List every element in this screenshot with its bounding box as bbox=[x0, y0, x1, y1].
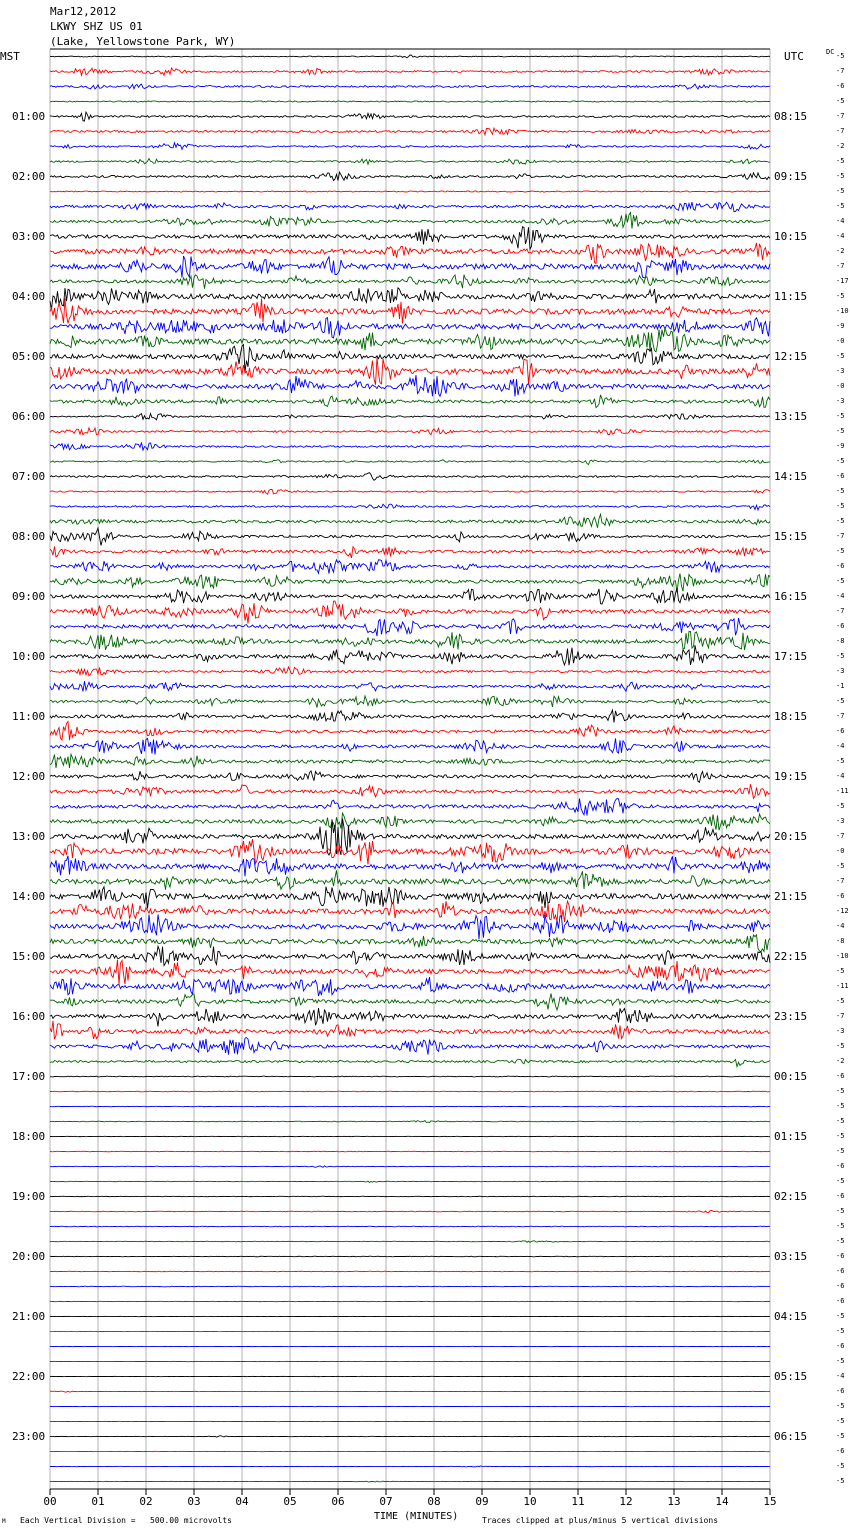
dc-offset-label: -10 bbox=[836, 306, 849, 315]
trace-line bbox=[50, 172, 770, 180]
dc-offset-label: -4 bbox=[836, 741, 845, 750]
utc-hour-label: 11:15 bbox=[774, 289, 808, 303]
dc-offset-label: -5 bbox=[836, 1131, 845, 1140]
dc-offset-label: -7 bbox=[836, 606, 845, 615]
trace-line bbox=[50, 514, 770, 527]
dc-offset-label: -5 bbox=[836, 861, 845, 870]
mst-hour-label: 23:00 bbox=[12, 1429, 46, 1443]
dc-offset-label: -5 bbox=[836, 1416, 845, 1425]
x-tick-label: 01 bbox=[91, 1495, 105, 1508]
trace-line bbox=[50, 55, 770, 58]
dc-offset-label: -6 bbox=[836, 1071, 845, 1080]
dc-offset-label: -5 bbox=[836, 1311, 845, 1320]
dc-offset-label: -2 bbox=[836, 141, 845, 150]
utc-hour-label: 16:15 bbox=[774, 589, 808, 603]
footer-mark: M bbox=[2, 1518, 6, 1525]
trace-line bbox=[50, 159, 770, 165]
trace-line bbox=[50, 560, 770, 574]
x-tick-label: 11 bbox=[571, 1495, 585, 1508]
trace-line bbox=[50, 601, 770, 624]
utc-hour-label: 00:15 bbox=[774, 1069, 808, 1083]
trace-line bbox=[50, 754, 770, 768]
time-axis bbox=[43, 1489, 776, 1508]
dc-offset-label: -5 bbox=[836, 1206, 845, 1215]
utc-hour-label: 22:15 bbox=[774, 949, 808, 963]
dc-offset-label: -5 bbox=[836, 966, 845, 975]
dc-offset-label: -5 bbox=[836, 426, 845, 435]
trace-line bbox=[50, 528, 770, 545]
mst-hour-label: 14:00 bbox=[12, 889, 46, 903]
trace-line bbox=[50, 227, 770, 250]
mst-hour-label: 08:00 bbox=[12, 529, 46, 543]
utc-hour-label: 02:15 bbox=[774, 1189, 808, 1203]
trace-line bbox=[50, 1091, 770, 1092]
trace-line bbox=[50, 1481, 770, 1482]
trace-line bbox=[50, 784, 770, 798]
trace-line bbox=[50, 428, 770, 435]
mst-hour-label: 15:00 bbox=[12, 949, 46, 963]
trace-line bbox=[50, 1256, 770, 1257]
trace-line bbox=[50, 667, 770, 676]
trace-line bbox=[50, 710, 770, 722]
dc-offset-label: -6 bbox=[836, 1161, 845, 1170]
dc-offset-label: -6 bbox=[836, 1386, 845, 1395]
utc-hour-label: 08:15 bbox=[774, 109, 808, 123]
trace-line bbox=[50, 345, 770, 372]
dc-offset-label: -9 bbox=[836, 441, 845, 450]
dc-offset-label: -17 bbox=[836, 276, 849, 285]
mst-hour-label: 18:00 bbox=[12, 1129, 46, 1143]
utc-hour-label: 21:15 bbox=[774, 889, 808, 903]
seismic-traces bbox=[50, 55, 770, 1482]
trace-line bbox=[50, 547, 770, 558]
dc-offset-label: -5 bbox=[836, 1401, 845, 1410]
dc-offset-label: -12 bbox=[836, 906, 849, 915]
dc-offset-label: -3 bbox=[836, 816, 845, 825]
dc-offset-label: -4 bbox=[836, 1371, 845, 1380]
dc-offset-label: -5 bbox=[836, 1431, 845, 1440]
dc-offset-label: -5 bbox=[836, 546, 845, 555]
trace-line bbox=[50, 395, 770, 408]
dc-offset-label: -5 bbox=[836, 1086, 845, 1095]
mst-hour-label: 20:00 bbox=[12, 1249, 46, 1263]
dc-offset-label: -5 bbox=[836, 756, 845, 765]
trace-line bbox=[50, 143, 770, 150]
utc-hour-label: 04:15 bbox=[774, 1309, 808, 1323]
trace-line bbox=[50, 574, 770, 593]
dc-offset-label: -5 bbox=[836, 1041, 845, 1050]
dc-offset-label: -5 bbox=[836, 186, 845, 195]
x-tick-label: 08 bbox=[427, 1495, 441, 1508]
dc-offset-label: -5 bbox=[836, 651, 845, 660]
trace-line bbox=[50, 588, 770, 604]
utc-hour-label: 13:15 bbox=[774, 409, 808, 423]
x-tick-label: 00 bbox=[43, 1495, 57, 1508]
dc-offset-label: -7 bbox=[836, 531, 845, 540]
mst-hour-label: 04:00 bbox=[12, 289, 46, 303]
dc-offset-label: -5 bbox=[836, 1236, 845, 1245]
dc-offset-label: -5 bbox=[836, 1176, 845, 1185]
dc-offset-label: -5 bbox=[836, 1221, 845, 1230]
trace-line bbox=[50, 288, 770, 310]
x-tick-label: 06 bbox=[331, 1495, 345, 1508]
x-tick-label: 13 bbox=[667, 1495, 681, 1508]
trace-line bbox=[50, 618, 770, 636]
dc-offset-label: -6 bbox=[836, 1296, 845, 1305]
dc-offset-label: -5 bbox=[836, 291, 845, 300]
dc-offset-label: -6 bbox=[836, 471, 845, 480]
utc-hour-label: 01:15 bbox=[774, 1129, 808, 1143]
dc-offset-label: -5 bbox=[836, 801, 845, 810]
trace-line bbox=[50, 490, 770, 495]
dc-offset-label: -5 bbox=[836, 51, 845, 60]
dc-offset-label: -3 bbox=[836, 1026, 845, 1035]
utc-hour-label: 14:15 bbox=[774, 469, 808, 483]
trace-line bbox=[50, 443, 770, 451]
trace-line bbox=[50, 681, 770, 691]
utc-hour-label: 12:15 bbox=[774, 349, 808, 363]
trace-line bbox=[50, 202, 770, 212]
trace-line bbox=[50, 1391, 770, 1392]
mst-hour-label: 10:00 bbox=[12, 649, 46, 663]
dc-offset-label: -6 bbox=[836, 81, 845, 90]
x-tick-label: 05 bbox=[283, 1495, 297, 1508]
trace-line bbox=[50, 1121, 770, 1123]
x-tick-label: 04 bbox=[235, 1495, 249, 1508]
trace-line bbox=[50, 328, 770, 352]
trace-line bbox=[50, 1271, 770, 1272]
dc-offset-label: -0 bbox=[836, 336, 845, 345]
trace-line bbox=[50, 1076, 770, 1077]
trace-line bbox=[50, 935, 770, 952]
x-tick-label: 07 bbox=[379, 1495, 393, 1508]
dc-offset-label: -6 bbox=[836, 726, 845, 735]
dc-offset-label: -6 bbox=[836, 1281, 845, 1290]
dc-offset-label: -5 bbox=[836, 1146, 845, 1155]
trace-line bbox=[50, 256, 770, 278]
utc-hour-label: 10:15 bbox=[774, 229, 808, 243]
trace-line bbox=[50, 771, 770, 782]
trace-line bbox=[50, 632, 770, 651]
dc-offset-label: -6 bbox=[836, 891, 845, 900]
mst-hour-label: 02:00 bbox=[12, 169, 46, 183]
dc-offset-label: -5 bbox=[836, 1356, 845, 1365]
trace-line bbox=[50, 504, 770, 510]
dc-offset-label: -4 bbox=[836, 921, 845, 930]
utc-hour-label: 09:15 bbox=[774, 169, 808, 183]
clip-note: Traces clipped at plus/minus 5 vertical divisions bbox=[482, 1516, 719, 1525]
mst-hour-label: 17:00 bbox=[12, 1069, 46, 1083]
trace-line bbox=[50, 645, 770, 665]
trace-line bbox=[50, 414, 770, 420]
dc-offset-label: -6 bbox=[836, 1191, 845, 1200]
trace-line bbox=[50, 112, 770, 121]
dc-offset-label: -5 bbox=[836, 411, 845, 420]
dc-offset-label: -6 bbox=[836, 1251, 845, 1260]
trace-line bbox=[50, 299, 770, 324]
dc-offset-label: -5 bbox=[836, 1326, 845, 1335]
dc-offset-label: -2 bbox=[836, 246, 845, 255]
dc-offset-label: -2 bbox=[836, 1056, 845, 1065]
dc-offset-label: -7 bbox=[836, 876, 845, 885]
utc-hour-label: 06:15 bbox=[774, 1429, 808, 1443]
dc-offset-label: -6 bbox=[836, 561, 845, 570]
trace-line bbox=[50, 101, 770, 102]
dc-offset-label: -8 bbox=[836, 636, 845, 645]
trace-line bbox=[50, 460, 770, 465]
x-axis-title: TIME (MINUTES) bbox=[374, 1511, 459, 1522]
dc-offset-label: -11 bbox=[836, 786, 849, 795]
trace-line bbox=[50, 1181, 770, 1182]
trace-line bbox=[50, 977, 770, 996]
dc-offset-label: -10 bbox=[836, 951, 849, 960]
mst-hour-label: 19:00 bbox=[12, 1189, 46, 1203]
dc-offset-label: -1 bbox=[836, 681, 845, 690]
dc-offset-label: -5 bbox=[836, 96, 845, 105]
dc-offset-label: -5 bbox=[836, 1461, 845, 1470]
dc-offset-label: -5 bbox=[836, 201, 845, 210]
trace-line bbox=[50, 722, 770, 741]
trace-line bbox=[50, 275, 770, 289]
dc-offset-label: -4 bbox=[836, 216, 845, 225]
dc-offset-label: -5 bbox=[836, 696, 845, 705]
trace-line bbox=[50, 1008, 770, 1026]
dc-offset-label: -8 bbox=[836, 936, 845, 945]
dc-offset-label: -5 bbox=[836, 1476, 845, 1485]
trace-line bbox=[50, 1196, 770, 1197]
dc-offset-label: -5 bbox=[836, 1101, 845, 1110]
dc-offset-label: -4 bbox=[836, 591, 845, 600]
dc-offset-label: -5 bbox=[836, 351, 845, 360]
trace-line bbox=[50, 213, 770, 229]
dc-offset-label: -6 bbox=[836, 1266, 845, 1275]
trace-line bbox=[50, 191, 770, 192]
dc-offset-label: -5 bbox=[836, 576, 845, 585]
mst-hour-label: 13:00 bbox=[12, 829, 46, 843]
mst-hour-label: 12:00 bbox=[12, 769, 46, 783]
dc-offset-label: -5 bbox=[836, 456, 845, 465]
trace-line bbox=[50, 813, 770, 830]
utc-hour-label: 18:15 bbox=[774, 709, 808, 723]
trace-line bbox=[50, 1466, 770, 1467]
dc-offset-label: -5 bbox=[836, 486, 845, 495]
dc-offset-label: -5 bbox=[836, 1116, 845, 1125]
trace-line bbox=[50, 84, 770, 89]
x-tick-label: 14 bbox=[715, 1495, 729, 1508]
mst-hour-label: 22:00 bbox=[12, 1369, 46, 1383]
left-timezone: MST bbox=[0, 50, 20, 63]
trace-line bbox=[50, 1059, 770, 1066]
dc-label: DC bbox=[826, 48, 835, 56]
mst-hour-label: 05:00 bbox=[12, 349, 46, 363]
mst-hour-label: 03:00 bbox=[12, 229, 46, 243]
dc-offset-label: -5 bbox=[836, 501, 845, 510]
x-tick-label: 03 bbox=[187, 1495, 201, 1508]
mst-hour-label: 07:00 bbox=[12, 469, 46, 483]
dc-offset-label: -7 bbox=[836, 711, 845, 720]
station-code: LKWY SHZ US 01 bbox=[50, 20, 143, 33]
trace-line bbox=[50, 1166, 770, 1168]
x-tick-label: 15 bbox=[763, 1495, 777, 1508]
trace-line bbox=[50, 856, 770, 877]
trace-line bbox=[50, 1241, 770, 1243]
dc-offset-label: -7 bbox=[836, 126, 845, 135]
dc-offset-label: -0 bbox=[836, 846, 845, 855]
mst-hour-label: 01:00 bbox=[12, 109, 46, 123]
trace-line bbox=[50, 128, 770, 135]
dc-offset-label: -7 bbox=[836, 261, 845, 270]
utc-hour-label: 15:15 bbox=[774, 529, 808, 543]
scale-note: Each Vertical Division = 500.00 microvolts bbox=[20, 1516, 232, 1525]
dc-offset-label: -5 bbox=[836, 156, 845, 165]
trace-line bbox=[50, 946, 770, 965]
trace-line bbox=[50, 318, 770, 338]
dc-offset-label: -7 bbox=[836, 111, 845, 120]
trace-line bbox=[50, 960, 770, 985]
dc-offset-label: -7 bbox=[836, 66, 845, 75]
trace-line bbox=[50, 839, 770, 864]
dc-offset-label: -6 bbox=[836, 1341, 845, 1350]
trace-line bbox=[50, 473, 770, 481]
x-tick-label: 12 bbox=[619, 1495, 633, 1508]
dc-offset-label: -6 bbox=[836, 621, 845, 630]
mst-hour-label: 06:00 bbox=[12, 409, 46, 423]
utc-hour-label: 23:15 bbox=[774, 1009, 808, 1023]
dc-offset-label: -3 bbox=[836, 366, 845, 375]
x-tick-label: 09 bbox=[475, 1495, 489, 1508]
trace-line bbox=[50, 994, 770, 1010]
dc-offset-label: -3 bbox=[836, 396, 845, 405]
trace-line bbox=[50, 915, 770, 940]
dc-offset-label: -5 bbox=[836, 996, 845, 1005]
dc-offset-label: -7 bbox=[836, 1011, 845, 1020]
trace-line bbox=[50, 887, 770, 909]
mst-hour-label: 11:00 bbox=[12, 709, 46, 723]
trace-line bbox=[50, 243, 770, 264]
mst-hour-label: 16:00 bbox=[12, 1009, 46, 1023]
dc-offset-label: -5 bbox=[836, 171, 845, 180]
trace-line bbox=[50, 1210, 770, 1212]
dc-offset-label: -6 bbox=[836, 1446, 845, 1455]
dc-offset-label: -4 bbox=[836, 231, 845, 240]
dc-offset-label: -0 bbox=[836, 381, 845, 390]
utc-hour-label: 19:15 bbox=[774, 769, 808, 783]
dc-offset-label: -3 bbox=[836, 666, 845, 675]
x-tick-label: 10 bbox=[523, 1495, 537, 1508]
trace-line bbox=[50, 1286, 770, 1287]
utc-hour-label: 20:15 bbox=[774, 829, 808, 843]
trace-line bbox=[50, 738, 770, 754]
trace-line bbox=[50, 799, 770, 816]
x-tick-label: 02 bbox=[139, 1495, 153, 1508]
station-location: (Lake, Yellowstone Park, WY) bbox=[50, 35, 236, 48]
mst-hour-label: 21:00 bbox=[12, 1309, 46, 1323]
dc-offset-label: -7 bbox=[836, 831, 845, 840]
trace-line bbox=[50, 870, 770, 889]
trace-line bbox=[50, 1151, 770, 1152]
dc-offset-label: -4 bbox=[836, 771, 845, 780]
trace-line bbox=[50, 375, 770, 396]
trace-line bbox=[50, 1038, 770, 1055]
dc-offset-label: -11 bbox=[836, 981, 849, 990]
mst-hour-label: 09:00 bbox=[12, 589, 46, 603]
utc-hour-label: 03:15 bbox=[774, 1249, 808, 1263]
trace-line bbox=[50, 696, 770, 708]
dc-offset-label: -9 bbox=[836, 321, 845, 330]
utc-hour-label: 17:15 bbox=[774, 649, 808, 663]
trace-line bbox=[50, 1106, 770, 1107]
trace-line bbox=[50, 1436, 770, 1437]
dc-offset-label: -5 bbox=[836, 516, 845, 525]
utc-hour-label: 05:15 bbox=[774, 1369, 808, 1383]
right-timezone: UTC bbox=[784, 50, 804, 63]
trace-line bbox=[50, 1226, 770, 1227]
record-date: Mar12,2012 bbox=[50, 5, 117, 18]
trace-line bbox=[50, 68, 770, 75]
